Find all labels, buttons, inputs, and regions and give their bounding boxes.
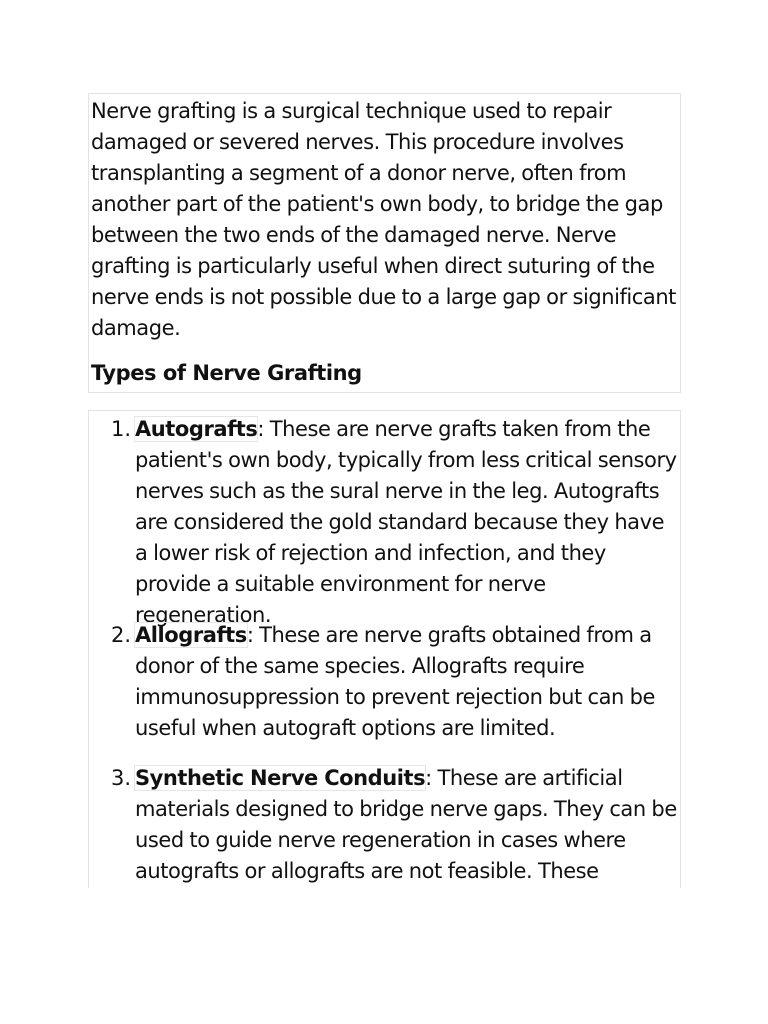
- list-item-number: 1.: [111, 417, 132, 441]
- list-item-number: 3.: [111, 766, 132, 790]
- list-item-description: : These are nerve grafts obtained from a donor of the same species. Allografts require immunosuppression to prevent rejection but can be useful when autograft options are limited.: [135, 623, 655, 740]
- list-item-term: Synthetic Nerve Conduits: [135, 766, 426, 790]
- intro-block: [88, 93, 681, 393]
- list-item-number: 2.: [111, 623, 132, 647]
- list-item-term: Allografts: [135, 623, 247, 647]
- graft-types-list-block: [88, 410, 681, 888]
- list-item-text: [135, 763, 677, 887]
- list-item-text: [135, 414, 677, 631]
- list-item-term: Autografts: [135, 417, 258, 441]
- section-heading: Types of Nerve Grafting: [91, 361, 362, 385]
- intro-paragraph: Nerve grafting is a surgical technique used to repair damaged or severed nerves. This procedure involves transplanting a segment of a donor nerve, often from another part of the patient's own body, to bridge the gap between the two ends of the damaged nerve. Nerve grafting is particularly useful when direct suturing of the nerve ends is not possible due to a large gap or significant damage.: [91, 99, 676, 340]
- list-item-text: [135, 620, 677, 744]
- list-item-description: : These are nerve grafts taken from the patient's own body, typically from less critical sensory nerves such as the sural nerve in the leg. Autografts are considered the gold standard because they have a lower risk of rejection and infection, and they provide a suitable environment for nerve regeneration.: [135, 417, 677, 627]
- list-item-description: : These are artificial materials designed to bridge nerve gaps. They can be used to guide nerve regeneration in cases where autografts or allografts are not feasible. These: [135, 766, 677, 883]
